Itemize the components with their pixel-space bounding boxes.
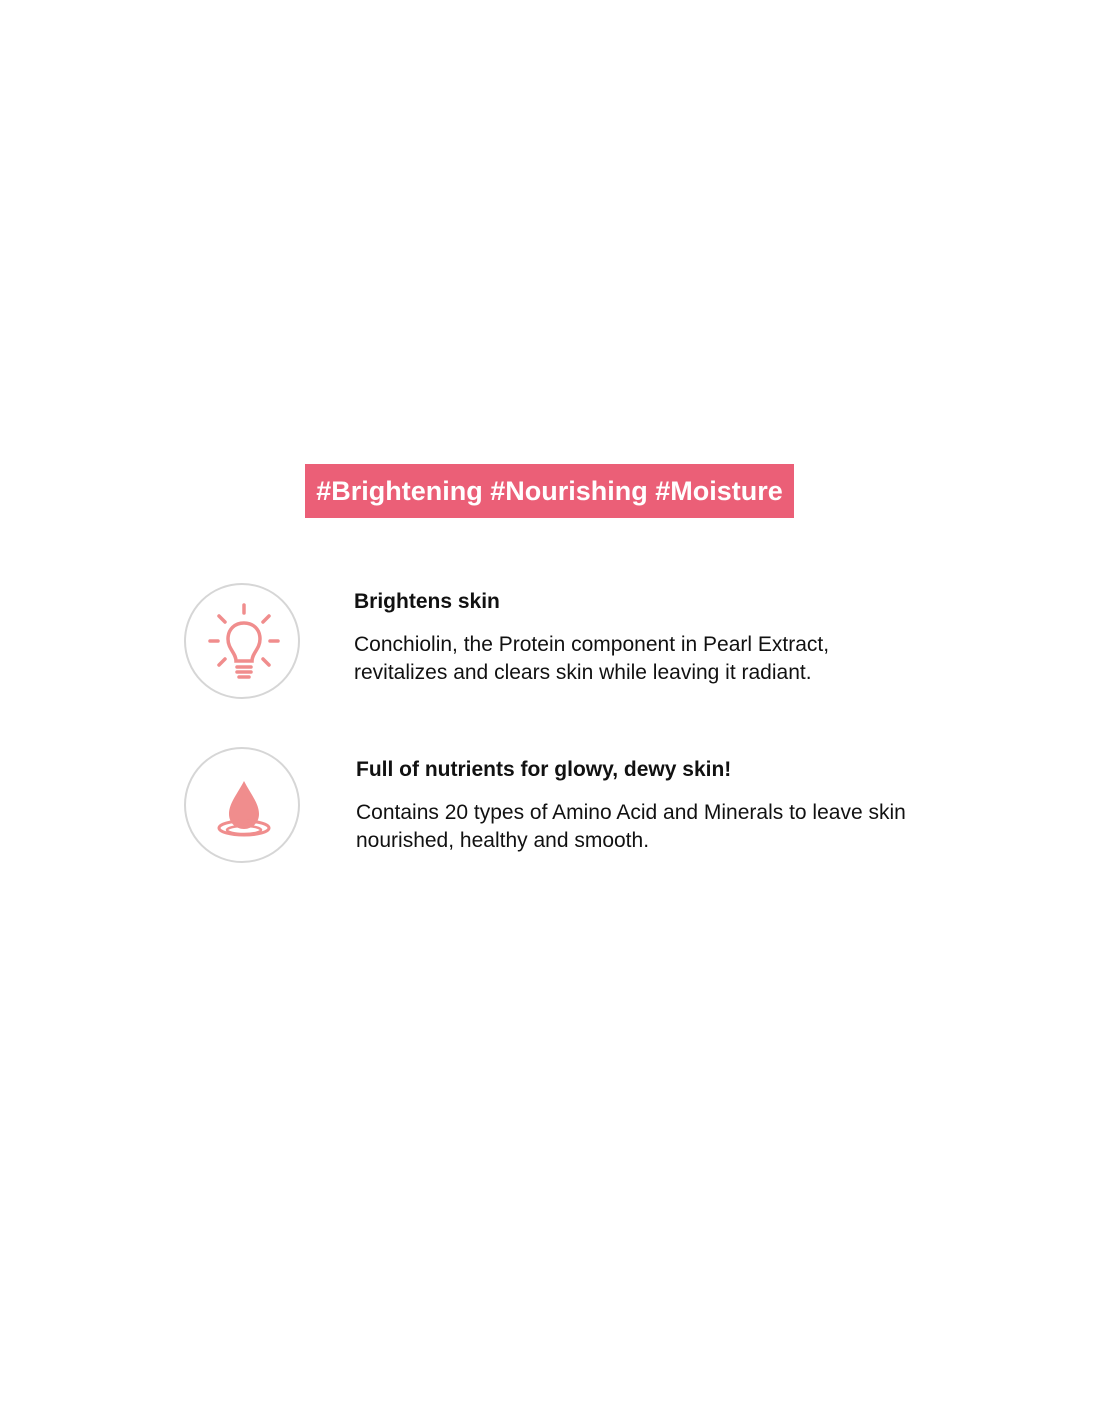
feature-brightens-skin [184,583,924,703]
feature-description: Conchiolin, the Protein component in Pearl Extract, revitalizes and clears skin while leaving it radiant. [354,633,830,684]
hashtag-banner: #Brightening #Nourishing #Moisture [305,464,794,518]
feature-title: Brightens skin [354,590,500,613]
feature-title: Full of nutrients for glowy, dewy skin! [356,758,732,781]
water-drop-icon [184,747,300,863]
feature-description: Contains 20 types of Amino Acid and Minerals to leave skin nourished, healthy and smooth. [356,801,906,852]
lightbulb-icon [184,583,300,699]
feature-nutrients [184,747,924,867]
